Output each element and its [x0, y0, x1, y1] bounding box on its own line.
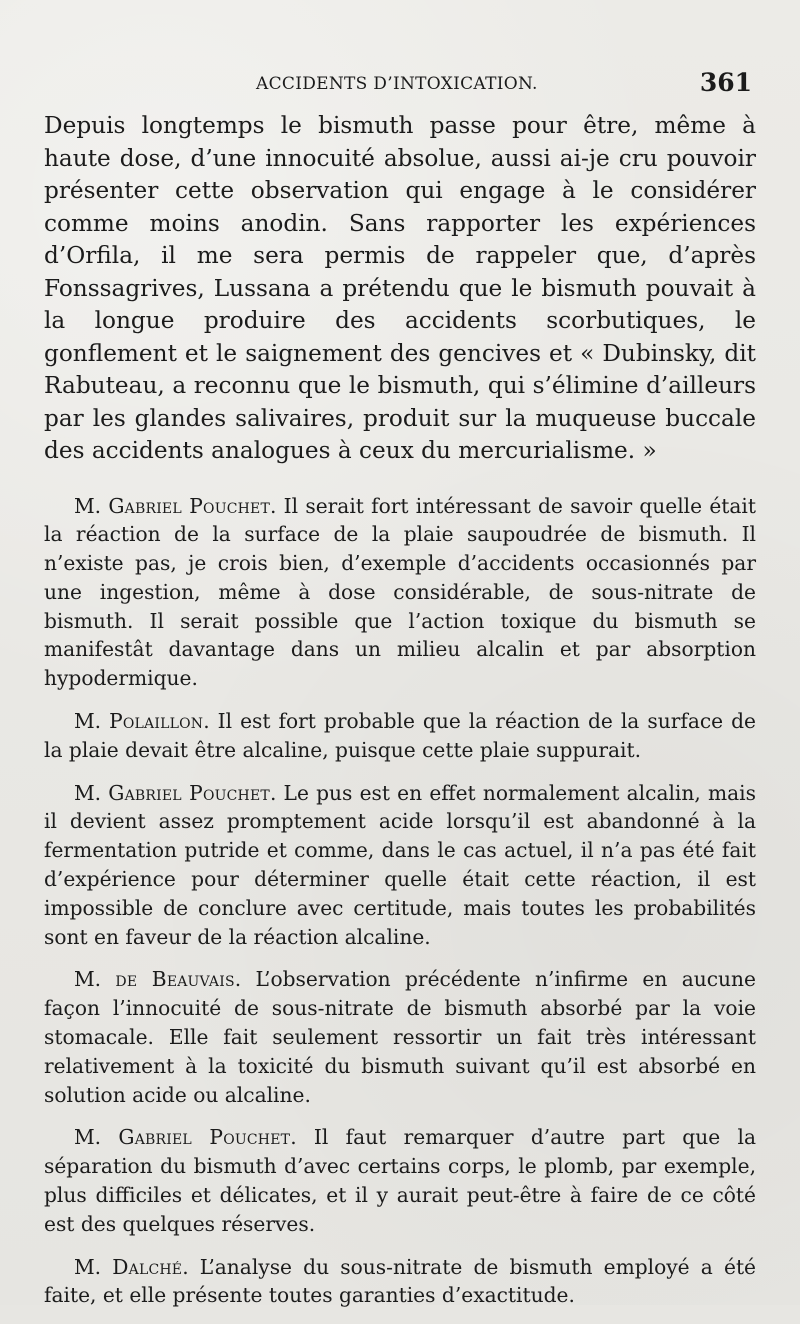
speaker-name: Polaillon [109, 709, 204, 734]
speaker-prefix: M. [74, 1254, 113, 1279]
speaker-name: de Beauvais [115, 967, 235, 992]
speaker-text: . L’observation précédente n’infirme en aucune façon l’innocuité de sous-nitrate de bismuth absorbé par la voie stomacale. Elle fait seulement ressortir un fait très intéressant relativement à la toxicité du bismuth suivant qu’il est absorbé en solution acide ou alcaline. [44, 967, 756, 1107]
speaker-prefix: M. [74, 709, 110, 734]
page-header [44, 68, 756, 102]
intro-paragraph: Depuis longtemps le bismuth passe pour être, même à haute dose, d’une innocuité absolue, aussi ai-je cru pouvoir présenter cette observation qui engage à le considérer comme moins anodin. Sans rapporter les expériences d’Orfila, il me sera permis de rappeler que, d’après Fonssagrives, Lussana a prétendu que le bismuth pouvait à la longue produire des accidents scorbutiques, le gonflement et le saignement des gencives et « Dubinsky, dit Rabuteau, a reconnu que le bismuth, qui s’élimine d’ailleurs par les glandes salivaires, produit sur la muqueuse buccale des accidents analogues à ceux du mercurialisme. » [44, 112, 756, 464]
speaker-text: . Il est fort probable que la réaction de la surface de la plaie devait être alcaline, puisque cette plaie suppurait. [44, 709, 756, 762]
running-title: ACCIDENTS D’INTOXICATION. [256, 74, 538, 94]
speaker-prefix: M. [74, 967, 116, 992]
speaker-prefix: M. [74, 1125, 119, 1150]
speaker-prefix: M. [74, 780, 109, 805]
discussion-entry [44, 1253, 756, 1311]
discussion-entry [44, 492, 756, 694]
discussion-entry [44, 965, 756, 1109]
speaker-name: Dalché [112, 1254, 183, 1279]
speaker-text: . Il faut remarquer d’autre part que la séparation du bismuth d’avec certains corps, le plomb, par exemple, plus difficiles et délicates, et il y aurait peut-être à faire de ce côté est des quelques réserves. [44, 1125, 756, 1236]
speaker-prefix: M. [74, 493, 109, 518]
speaker-text: . Il serait fort intéressant de savoir quelle était la réaction de la surface de la plaie saupoudrée de bismuth. Il n’existe pas, je crois bien, d’exemple d’accidents occasionnés par une ingestion, même à dose considérable, de sous-nitrate de bismuth. Il serait possible que l’action toxique du bismuth se manifestât davantage dans un milieu alcalin et par absorption hypodermique. [44, 493, 756, 691]
discussion-entry [44, 1123, 756, 1238]
speaker-text: . L’analyse du sous-nitrate de bismuth employé a été faite, et elle présente toutes garanties d’exactitude. [44, 1254, 756, 1308]
discussion-entry [44, 707, 756, 765]
speaker-name: Gabriel Pouchet [108, 493, 271, 518]
discussion-entry [44, 779, 756, 952]
speaker-name: Gabriel Pouchet [118, 1125, 291, 1150]
page-number: 361 [699, 68, 752, 97]
page-content [44, 110, 756, 1324]
speaker-name: Gabriel Pouchet [108, 780, 270, 805]
speaker-text: . Le pus est en effet normalement alcalin, mais il devient assez promptement acide lorsqu’il est abandonné à la fermentation putride et comme, dans le cas actuel, il n’a pas été fait d’expérience pour déterminer quelle était cette réaction, il est impossible de conclure avec certitude, mais toutes les probabilités sont en faveur de la réaction alcaline. [44, 780, 756, 949]
discussion-list [44, 492, 756, 1311]
